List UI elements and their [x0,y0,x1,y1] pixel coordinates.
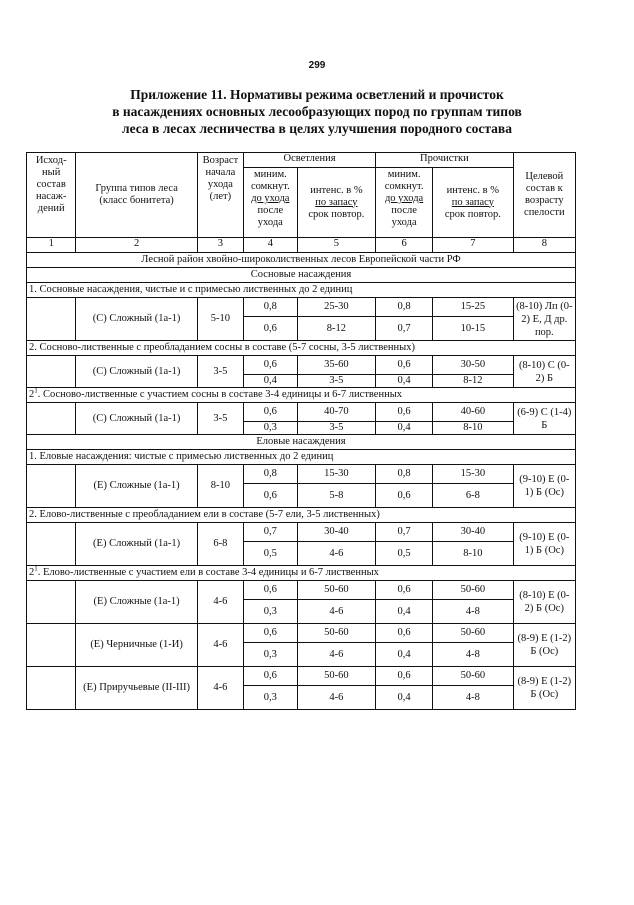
value-cell: 0,7 [243,523,297,542]
subgroup-text: . Елово-лиственные с участием ели в составе 3-4 единицы и 6-7 лиственных [37,567,379,578]
table-row [27,298,576,317]
value-cell: 35-60 [297,356,375,375]
value-cell: 8-12 [433,375,514,388]
subgroup-superscript: 1 [34,565,38,573]
value-cell: 0,8 [376,465,433,484]
value-cell: 0,6 [243,667,297,686]
spruce-section-title: Еловые насаждения [27,435,576,450]
value-cell: 8-10 [433,542,514,566]
value-cell: 4-8 [433,643,514,667]
value-cell: 0,6 [376,667,433,686]
target-composition-cell: (9-10) Е (0-1) Б (Ос) [513,465,575,508]
value-cell: 4-6 [297,643,375,667]
value-cell: 8-10 [433,422,514,435]
initial-composition-cell [27,624,76,667]
initial-composition-cell [27,523,76,566]
target-composition-cell: (6-9) С (1-4) Б [513,403,575,435]
value-cell: 0,5 [243,542,297,566]
forest-type-cell: (Е) Приручьевые (II-III) [76,667,197,710]
forest-type-cell: (С) Сложный (1а-1) [76,403,197,435]
value-cell: 0,6 [243,317,297,341]
table-row [27,667,576,686]
subgroup-row [27,450,576,465]
value-cell: 0,4 [376,375,433,388]
value-cell: 30-40 [433,523,514,542]
header-forest-type: Группа типов леса (класс бонитета) [76,153,197,238]
region-row [27,253,576,268]
value-cell: 0,6 [243,581,297,600]
value-cell: 6-8 [433,484,514,508]
header-intensity: интенс. в % по запасу срок повтор. [297,168,375,238]
subgroup-title [27,566,576,581]
value-cell: 0,8 [243,465,297,484]
start-age-cell: 3-5 [197,403,243,435]
initial-composition-cell [27,465,76,508]
forest-type-cell: (Е) Сложный (1а-1) [76,523,197,566]
header-osvetleniya: Осветления [243,153,375,168]
subgroup-row [27,283,576,298]
target-composition-cell: (9-10) Е (0-1) Б (Ос) [513,523,575,566]
value-cell: 4-6 [297,686,375,710]
value-cell: 0,6 [376,581,433,600]
initial-composition-cell [27,403,76,435]
value-cell: 0,6 [376,624,433,643]
value-cell: 50-60 [297,667,375,686]
value-cell: 30-40 [297,523,375,542]
start-age-cell: 5-10 [197,298,243,341]
subgroup-text: . Сосново-лиственные с участием сосны в составе 3-4 единицы и 6-7 лиственных [37,389,403,400]
value-cell: 30-50 [433,356,514,375]
target-composition-cell: (8-10) Лп (0-2) Е, Д др. пор. [513,298,575,341]
value-cell: 0,4 [376,643,433,667]
start-age-cell: 4-6 [197,667,243,710]
subgroup-number: 1 [29,284,35,295]
table-row [27,624,576,643]
initial-composition-cell [27,581,76,624]
value-cell: 8-12 [297,317,375,341]
subgroup-number: 2 [29,342,35,353]
value-cell: 0,3 [243,422,297,435]
value-cell: 25-30 [297,298,375,317]
value-cell: 4-8 [433,686,514,710]
subgroup-title [27,283,576,298]
header-target-composition: Целевой состав к возрасту спелости [513,153,575,238]
initial-composition-cell [27,356,76,388]
table-row [27,403,576,422]
value-cell: 0,5 [376,542,433,566]
forest-type-cell: (С) Сложный (1а-1) [76,298,197,341]
value-cell: 4-6 [297,542,375,566]
start-age-cell: 4-6 [197,624,243,667]
forest-type-cell: (Е) Сложные (1а-1) [76,581,197,624]
subgroup-row [27,341,576,356]
subgroup-text: . Сосновые насаждения, чистые и с примесью лиственных до 2 единиц [34,284,353,295]
value-cell: 0,6 [376,403,433,422]
header-intensity: интенс. в % по запасу срок повтор. [433,168,514,238]
subgroup-title [27,341,576,356]
subgroup-number: 2 [29,567,35,578]
table-row [27,581,576,600]
subgroup-text: . Елово-лиственные с преобладанием ели в составе (5-7 ели, 3-5 лиственных) [34,509,380,520]
value-cell: 0,3 [243,643,297,667]
value-cell: 0,6 [376,484,433,508]
column-numbers-row: 1 2 3 4 5 6 7 8 [27,238,576,253]
value-cell: 0,4 [376,422,433,435]
subgroup-number: 2 [29,389,35,400]
table-row [27,465,576,484]
value-cell: 50-60 [433,581,514,600]
value-cell: 15-30 [433,465,514,484]
subgroup-row [27,508,576,523]
subgroup-title [27,450,576,465]
title-line: в насаждениях основных лесообразующих пород по группам типов [112,104,522,119]
value-cell: 0,6 [243,624,297,643]
initial-composition-cell [27,298,76,341]
value-cell: 15-30 [297,465,375,484]
value-cell: 3-5 [297,422,375,435]
table-row [27,523,576,542]
header-min-density: миним. сомкнут. до ухода после ухода [243,168,297,238]
value-cell: 0,6 [243,403,297,422]
value-cell: 0,4 [243,375,297,388]
value-cell: 10-15 [433,317,514,341]
forest-type-cell: (С) Сложный (1а-1) [76,356,197,388]
forest-type-cell: (Е) Черничные (1-И) [76,624,197,667]
start-age-cell: 3-5 [197,356,243,388]
value-cell: 0,6 [376,356,433,375]
target-composition-cell: (8-9) Е (1-2) Б (Ос) [513,624,575,667]
target-composition-cell: (8-9) Е (1-2) Б (Ос) [513,667,575,710]
pine-section-title: Сосновые насаждения [27,268,576,283]
value-cell: 50-60 [433,667,514,686]
subgroup-title [27,388,576,403]
start-age-cell: 6-8 [197,523,243,566]
value-cell: 0,3 [243,686,297,710]
subgroup-number: 1 [29,451,35,462]
spruce-section-row [27,435,576,450]
value-cell: 0,3 [243,600,297,624]
value-cell: 0,4 [376,600,433,624]
region-label: Лесной район хвойно-широколиственных лесов Европейской части РФ [27,253,576,268]
start-age-cell: 4-6 [197,581,243,624]
header-prochistki: Прочистки [376,153,514,168]
header-initial-composition: Исход- ный состав насаж- дений [27,153,76,238]
page-title [40,86,594,137]
value-cell: 0,7 [376,317,433,341]
target-composition-cell: (8-10) Е (0-2) Б (Ос) [513,581,575,624]
subgroup-row [27,566,576,581]
value-cell: 3-5 [297,375,375,388]
header-start-age: Возраст начала ухода (лет) [197,153,243,238]
value-cell: 0,6 [243,356,297,375]
norms-table [26,152,576,710]
subgroup-text: . Еловые насаждения: чистые с примесью лиственных до 2 единиц [34,451,334,462]
value-cell: 0,7 [376,523,433,542]
value-cell: 50-60 [433,624,514,643]
value-cell: 0,8 [376,298,433,317]
value-cell: 0,4 [376,686,433,710]
value-cell: 50-60 [297,581,375,600]
table-row [27,356,576,375]
forest-type-cell: (Е) Сложные (1а-1) [76,465,197,508]
target-composition-cell: (8-10) С (0-2) Б [513,356,575,388]
subgroup-superscript: 1 [34,387,38,395]
title-line: Приложение 11. Нормативы режима осветлений и прочисток [130,87,504,102]
start-age-cell: 8-10 [197,465,243,508]
subgroup-row [27,388,576,403]
title-line: леса в лесах лесничества в целях улучшения породного состава [122,121,512,136]
value-cell: 4-8 [433,600,514,624]
value-cell: 50-60 [297,624,375,643]
value-cell: 5-8 [297,484,375,508]
subgroup-title [27,508,576,523]
value-cell: 0,8 [243,298,297,317]
pine-section-row [27,268,576,283]
subgroup-text: . Сосново-лиственные с преобладанием сосны в составе (5-7 сосны, 3-5 лиственных) [34,342,415,353]
value-cell: 0,6 [243,484,297,508]
header-min-density: миним. сомкнут. до ухода после ухода [376,168,433,238]
subgroup-number: 2 [29,509,35,520]
value-cell: 15-25 [433,298,514,317]
initial-composition-cell [27,667,76,710]
value-cell: 40-70 [297,403,375,422]
value-cell: 40-60 [433,403,514,422]
value-cell: 4-6 [297,600,375,624]
page-number: 299 [308,60,326,71]
